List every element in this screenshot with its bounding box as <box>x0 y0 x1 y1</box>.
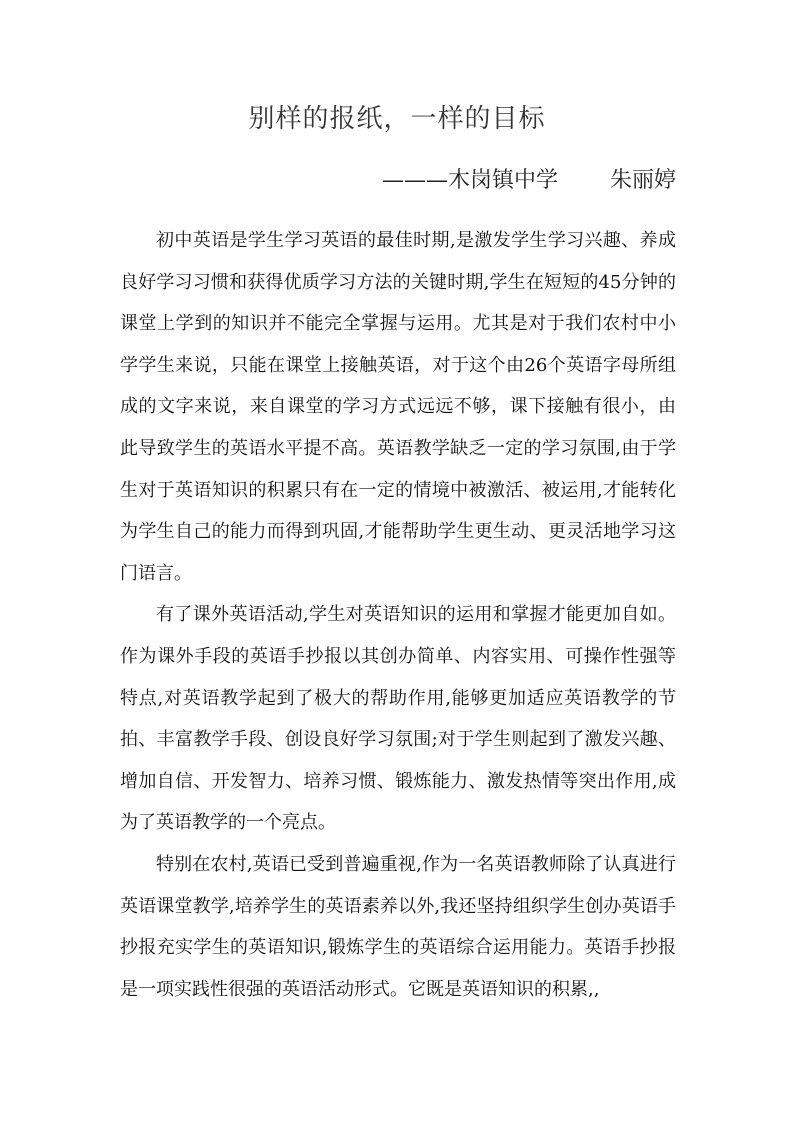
byline-author: 朱丽婷 <box>609 168 676 193</box>
byline-school: 木岗镇中学 <box>447 168 558 193</box>
paragraph: 特别在农村,英语已受到普遍重视,作为一名英语教师除了认真进行英语课堂教学,培养学生的英语素养以外,我还坚持组织学生创办英语手抄报充实学生的英语知识,锻炼学生的英语综合运用能力。英语手抄报是一项实践性很强的英语活动形式。它既是英语知识的积累,, <box>120 853 676 1000</box>
byline-dashes: ——— <box>381 168 448 193</box>
paragraph: 初中英语是学生学习英语的最佳时期,是激发学生学习兴趣、养成良好学习习惯和获得优质学习方法的关键时期,学生在短短的45分钟的课堂上学到的知识并不能完全掌握与运用。尤其是对于我们农村中小学学生来说，只能在课堂上接触英语，对于这个由26个英语字母所组成的文字来说，来自课堂的学习方式远远不够，课下接触有很小，由此导致学生的英语水平提不高。英语教学缺乏一定的学习氛围,由于学生对于英语知识的积累只有在一定的情境中被激活、被运用,才能转化为学生自己的能力而得到巩固,才能帮助学生更生动、更灵活地学习这门语言。 <box>120 230 676 584</box>
document-title: 别样的报纸，一样的目标 <box>248 104 546 134</box>
byline <box>382 163 676 194</box>
document-body <box>120 220 676 1010</box>
paragraph: 有了课外英语活动,学生对英语知识的运用和掌握才能更加自如。作为课外手段的英语手抄报以其创办简单、内容实用、可操作性强等特点,对英语教学起到了极大的帮助作用,能够更加适应英语教学的节拍、丰富教学手段、创设良好学习氛围;对于学生则起到了激发兴趣、增加自信、开发智力、培养习惯、锻炼能力、激发热情等突出作用,成为了英语教学的一个亮点。 <box>120 604 676 834</box>
